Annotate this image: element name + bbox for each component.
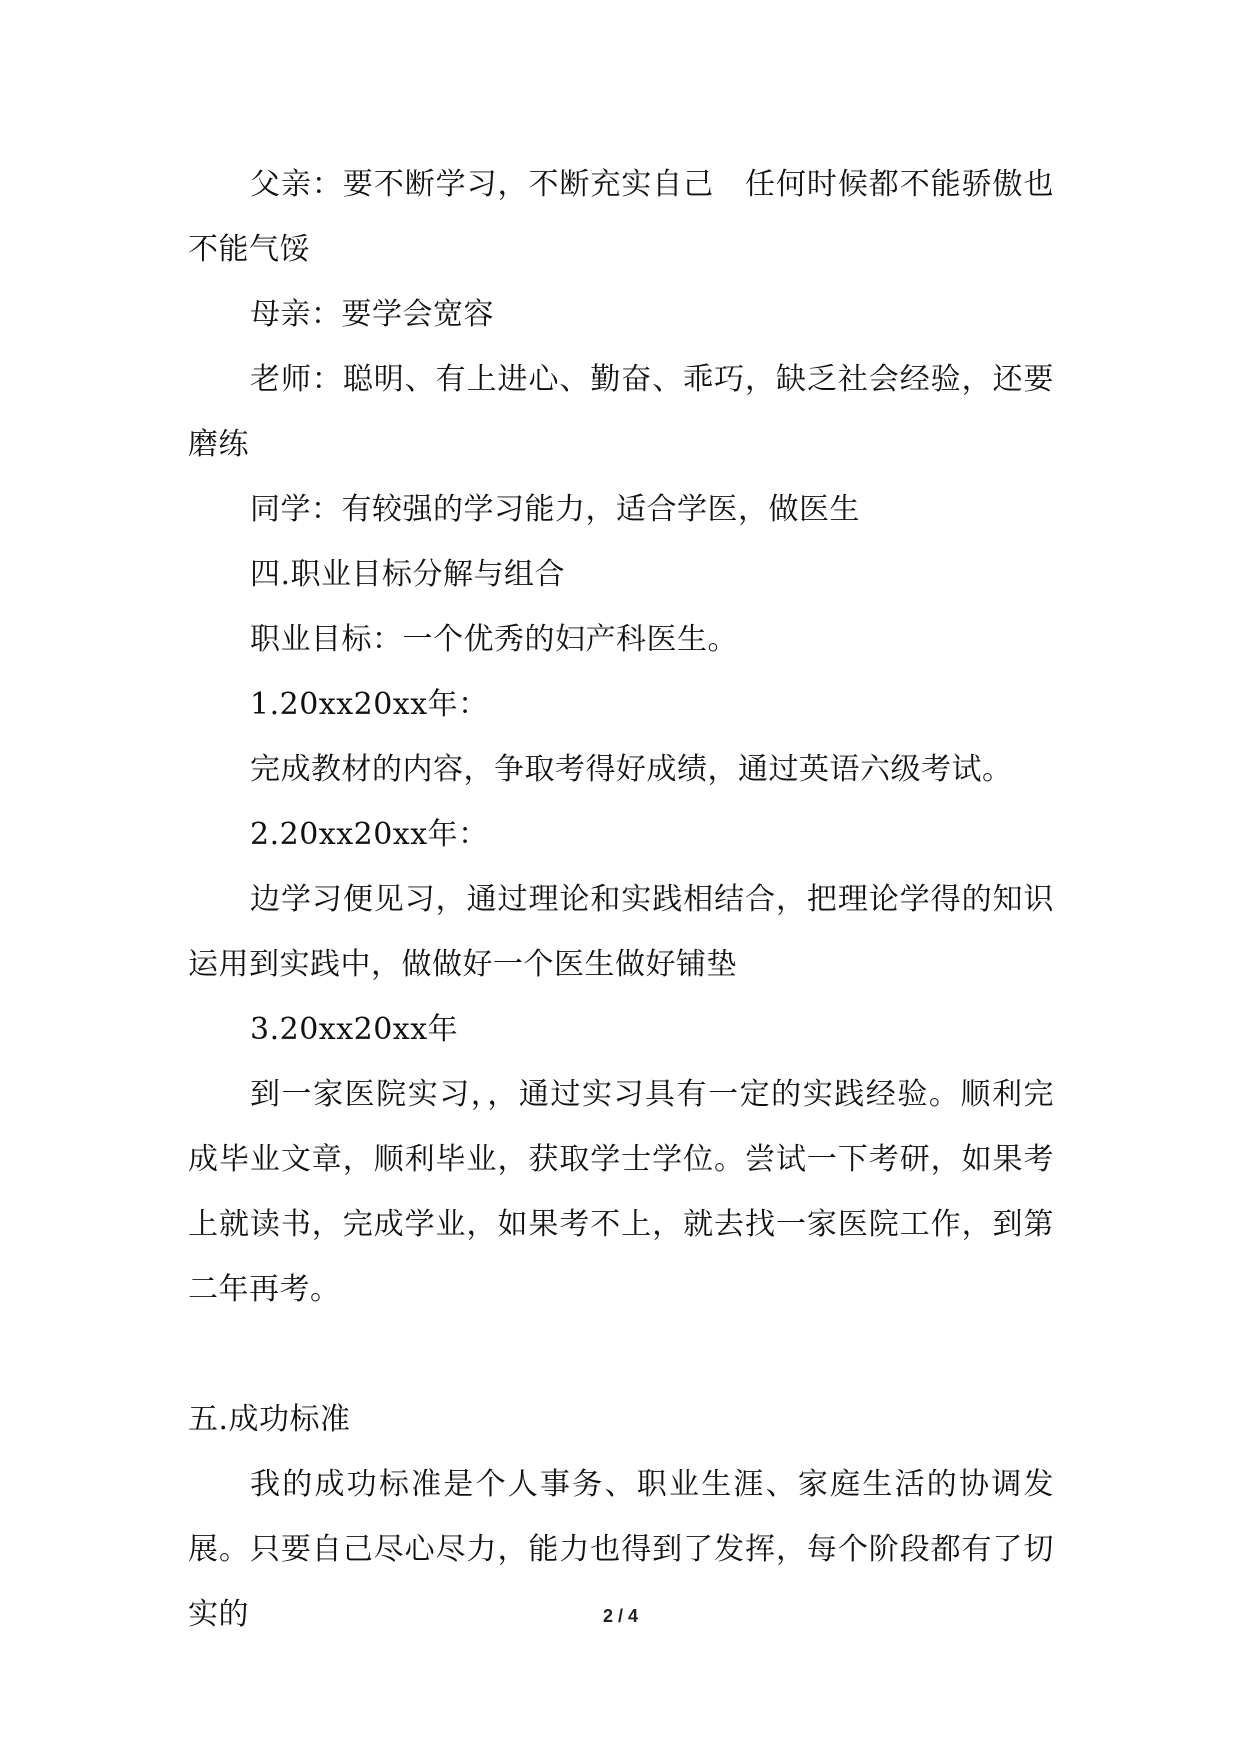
section-five-heading: 五.成功标准	[188, 1402, 351, 1437]
paragraph-career-goal: 职业目标：一个优秀的妇产科医生。	[250, 622, 738, 657]
paragraph-father: 父亲：要不断学习，不断充实自己 任何时候都不能骄傲也不能气馁	[188, 167, 1054, 267]
section-four-heading: 四.职业目标分解与组合	[250, 557, 566, 592]
paragraph-spacer	[188, 1322, 1054, 1387]
stage-one-body: 完成教材的内容，争取考得好成绩，通过英语六级考试。	[250, 752, 1013, 787]
stage-two-heading: 2.20xx20xx年：	[250, 817, 489, 852]
paragraph-teacher: 老师：聪明、有上进心、勤奋、乖巧，缺乏社会经验，还要磨练	[188, 362, 1054, 462]
paragraph-mother: 母亲：要学会宽容	[250, 297, 494, 332]
page-number: 2 / 4	[602, 1606, 639, 1626]
document-body	[188, 152, 1054, 1647]
section-five-body: 我的成功标准是个人事务、职业生涯、家庭生活的协调发展。只要自己尽心尽力，能力也得到了发挥，每个阶段都有了切实的	[188, 1467, 1054, 1632]
stage-two-body: 边学习便见习，通过理论和实践相结合，把理论学得的知识运用到实践中，做做好一个医生做好铺垫	[188, 882, 1054, 982]
paragraph-classmate: 同学：有较强的学习能力，适合学医，做医生	[250, 492, 860, 527]
stage-three-heading: 3.20xx20xx年	[250, 1012, 459, 1047]
stage-one-heading: 1.20xx20xx年：	[250, 687, 489, 722]
stage-three-body: 到一家医院实习，，通过实习具有一定的实践经验。顺利完成毕业文章，顺利毕业，获取学士学位。尝试一下考研，如果考上就读书，完成学业，如果考不上，就去找一家医院工作，到第二年再考。	[188, 1077, 1054, 1307]
